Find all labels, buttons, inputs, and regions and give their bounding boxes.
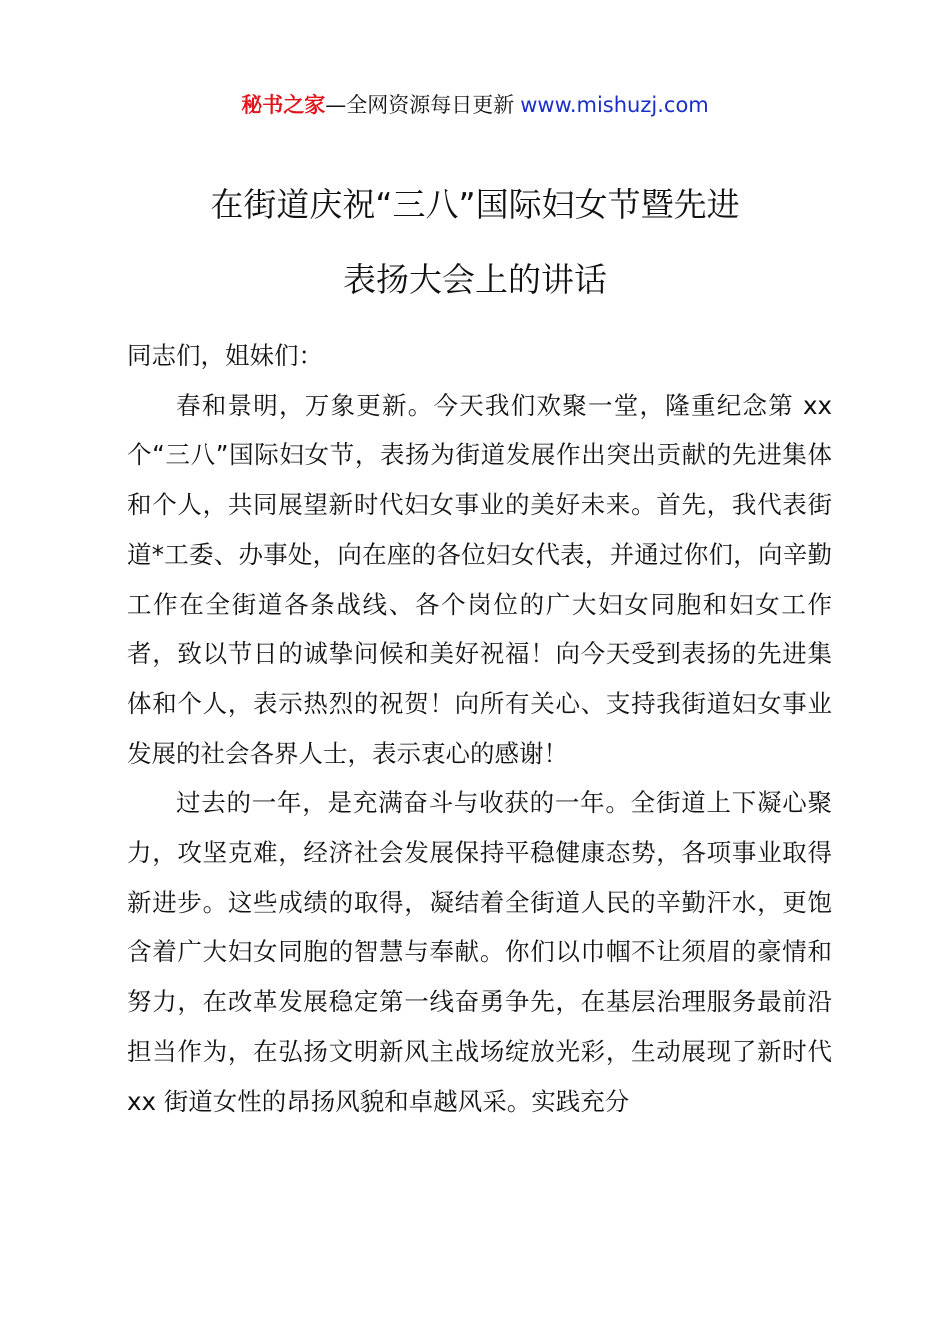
paragraph-2: 过去的一年，是充满奋斗与收获的一年。全街道上下凝心聚力，攻坚克难，经济社会发展保持平稳健康态势，各项事业取得新进步。这些成绩的取得，凝结着全街道人民的辛勤汗水，更饱含着广大妇女同胞的智慧与奉献。你们以巾帼不让须眉的豪情和努力，在改革发展稳定第一线奋勇争先，在基层治理服务最前沿担当作为，在弘扬文明新风主战场绽放光彩，生动展现了新时代 xx 街道女性的昂扬风貌和卓越风采。实践充分	[127, 788, 832, 1116]
salutation: 同志们，姐妹们：	[127, 341, 323, 370]
site-url-link[interactable]: www.mishuzj.com	[520, 93, 709, 117]
header-dash: —	[325, 93, 347, 117]
document-body	[127, 331, 832, 1126]
title-line-2: 表扬大会上的讲话	[343, 260, 607, 299]
site-header	[0, 88, 950, 122]
document-title	[0, 180, 950, 305]
brand-name: 秘书之家	[241, 93, 326, 117]
paragraph-1: 春和景明，万象更新。今天我们欢聚一堂，隆重纪念第 xx 个“三八”国际妇女节，表扬为街道发展作出突出贡献的先进集体和个人，共同展望新时代妇女事业的美好未来。首先，我代表街道*工委、办事处，向在座的各位妇女代表，并通过你们，向辛勤工作在全街道各条战线、各个岗位的广大妇女同胞和妇女工作者，致以节日的诚挚问候和美好祝福！向今天受到表扬的先进集体和个人，表示热烈的祝贺！向所有关心、支持我街道妇女事业发展的社会各界人士，表示衷心的感谢！	[127, 390, 832, 768]
title-line-1: 在街道庆祝“三八”国际妇女节暨先进	[210, 185, 740, 224]
header-tagline: 全网资源每日更新	[346, 93, 515, 117]
